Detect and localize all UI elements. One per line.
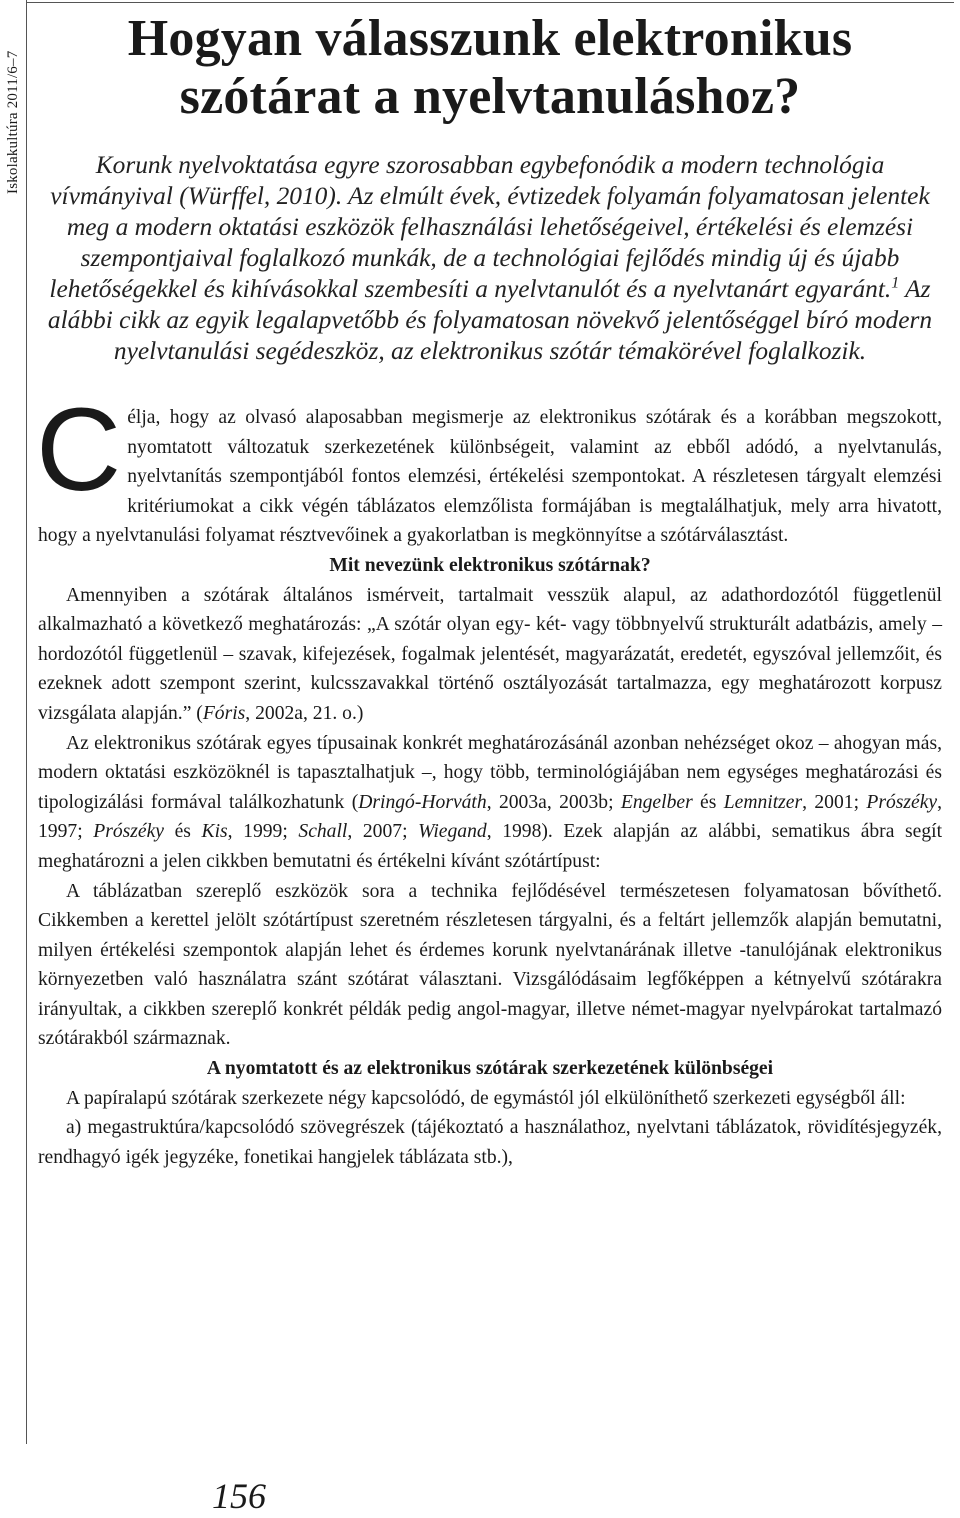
paragraph-text: , 2001; (802, 791, 867, 813)
article-title (38, 10, 942, 126)
drop-cap: C (36, 384, 122, 516)
paragraph-text: , 1997; (38, 791, 943, 843)
paragraph-text: Amennyiben a szótárak általános ismérveit, tartalmait vesszük alapul, az adathordozótól függetlenül alkalmazható a következő meghatározás: „A szótár olyan egy- két- vagy többnyelvű strukturált adatbázis, amely – hordozótól függetlenül – szavak, kifejezések, fogalmak jelentését, magyarázatát, eredetét, egyszóval jellemzőit, és ezeknek adott szempont szerint, kulcsszavakkal történő osztályozását tartalmazza, egy meghatározott korpusz vizsgálata alapján.” ( (38, 584, 942, 724)
citation-author: Dringó-Horváth (358, 791, 487, 813)
paragraph-text: , 2007; (347, 821, 419, 843)
citation-author: Lemnitzer (723, 791, 803, 813)
title-line-1: Hogyan válasszunk elektronikus (127, 10, 853, 67)
intro-text: élja, hogy az olvasó alaposabban megismerje az elektronikus szótárak és a korábban megszokott, nyomtatott változatuk szerkezetének különbségeit, valamint az ebből adódó, a nyelvtanulás, nyelvtanítás szempontjából fontos elemzési, értékelési szempontokat. A részletesen tárgyalt elemzési kritériumokat a cikk végén táblázatos elemzőlista formájában is megtalálhatjuk, mely arra hivatott, hogy a nyelvtanulási folyamat résztvevőinek a gyakorlatban is megkönnyítse a szótárválasztást. (38, 407, 942, 547)
paragraph: A papíralapú szótárak szerkezete négy kapcsolódó, de egymástól jól elkülöníthető szerkezeti egységből áll: (66, 1087, 906, 1109)
page-number: 156 (212, 1476, 266, 1516)
top-rule (26, 2, 954, 3)
paragraph-text: , 1999; (227, 821, 299, 843)
paragraph: A táblázatban szereplő eszközök sora a technika fejlődésével természetesen folyamatosan bővíthető. Cikkemben a kerettel jelölt szótártípust szeretném részletesen tárgyalni, és a feltárt jellemzők alapján bemutatni, milyen értékelési szempontok alapján lehet és érdemes korunk nyelvtanárának illetve -tanulójának elektronikus környezetben való használatra szánt szótárat választani. Vizsgálódásaim legfőképpen a kétnyelvű szótárakra irányultak, a cikkben szereplő konkrét példák pedig angol-magyar, illetve német-magyar nyelvpárokat tartalmazó szótárakból származnak. (38, 880, 942, 1050)
paragraph-text: , 2002a, 21. o.) (245, 702, 364, 724)
citation-author: Prószéky (866, 791, 938, 813)
journal-label-wrap (3, 4, 23, 194)
paragraph-text: és (163, 821, 202, 843)
page-content (38, 10, 942, 1172)
section-heading-2: A nyomtatott és az elektronikus szótárak szerkezetének különbségei (206, 1058, 774, 1080)
journal-label: Iskolakultúra 2011/6–7 (4, 50, 21, 194)
paragraph (38, 729, 942, 877)
citation-author: Prószéky (93, 821, 164, 843)
paragraph-text: , 1998). Ezek alapján az alábbi, sematikus ábra segít meghatározni a jelen cikkben bemutatni és értékelni kívánt szótártípust: (38, 821, 943, 872)
citation-author: Kis (201, 821, 228, 843)
journal-sidebar (0, 0, 27, 1444)
intro-paragraph (36, 384, 942, 551)
citation-author: Schall (298, 821, 348, 843)
paragraph-text: , 2003a, 2003b; (486, 791, 621, 813)
citation-author: Wiegand (418, 821, 487, 843)
abstract-part-2: Az alábbi cikk az egyik legalapvetőbb és folyamatosan növekvő jelentőséggel bíró modern nyelvtanulási segédeszköz, az elektronikus szótár témakörével foglalkozik. (47, 275, 933, 365)
citation-author: Fóris (202, 702, 246, 724)
abstract-part-1: Korunk nyelvoktatása egyre szorosabban egybefonódik a modern technológia vívmányival (Würffel, 2010). Az elmúlt évek, évtizedek folyamán folyamatosan jelentek meg a modern oktatási eszközök felhasználási lehetőségeivel, értékelési és elemzési szempontjaival foglalkozó munkák, de a technológiai fejlődés mindig új és újabb lehetőségekkel és kihívásokkal szembesíti a nyelvtanulót és a nyelvtanárt egyaránt. (49, 151, 930, 303)
paragraph-text: és (692, 791, 724, 813)
citation-author: Engelber (620, 791, 693, 813)
title-line-2: szótárat a nyelvtanuláshoz? (179, 68, 801, 125)
paragraph: a) megastruktúra/kapcsolódó szövegrészek (tájékoztató a használathoz, nyelvtani táblázatok, rövidítésjegyzék, rendhagyó igék jegyzéke, fonetikai hangjelek táblázata stb.), (38, 1117, 942, 1168)
footnote-marker: 1 (891, 274, 900, 292)
section-heading-1: Mit nevezünk elektronikus szótárnak? (329, 554, 651, 576)
abstract (38, 150, 942, 367)
paragraph (38, 581, 942, 729)
article-body (36, 384, 943, 1172)
paragraph-text: Az elektronikus szótárak egyes típusainak konkrét meghatározásánál azonban nehézséget okoz – ahogyan más, modern oktatási eszközöknél is tapasztalhatjuk –, hogy több, terminológiájában nem egységes meghatározási és tipologizálási formával találkozhatunk ( (38, 732, 942, 813)
